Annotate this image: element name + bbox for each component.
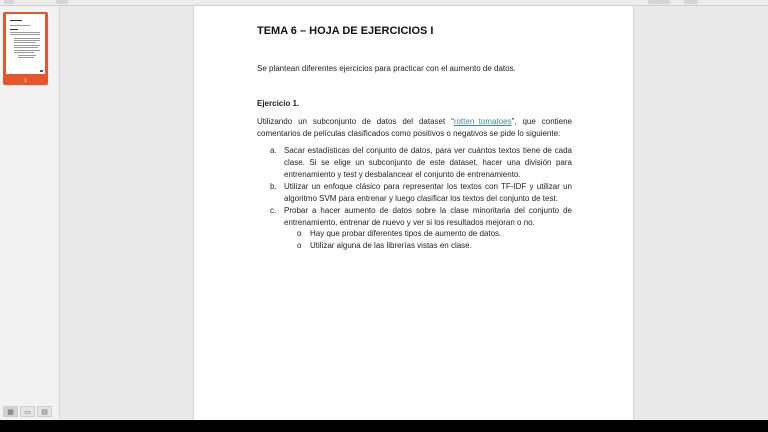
sublist-item: Utilizar alguna de las librerías vistas en clase.	[310, 241, 472, 250]
page-title: TEMA 6 – HOJA DE EJERCICIOS I	[257, 25, 434, 37]
list-marker: c.	[270, 206, 277, 215]
list-marker: b.	[270, 182, 277, 191]
toolbar-button[interactable]	[56, 0, 68, 4]
sublist-item: Hay que probar diferentes tipos de aumento de datos.	[310, 229, 502, 238]
sublist-marker: o	[297, 229, 302, 238]
outline-view-icon[interactable]: ▤	[37, 406, 52, 417]
list-item: Utilizar un enfoque clásico para representar los textos con TF-IDF y utilizar un algoritmo SVM para entrenar y luego clasificar los textos del conjunto de test.	[284, 182, 572, 203]
page-thumbnail-selected[interactable]	[3, 12, 48, 85]
sublist-marker: o	[297, 241, 302, 250]
toolbar-button[interactable]	[684, 0, 698, 4]
single-page-icon[interactable]: ▭	[20, 406, 35, 417]
document-page	[193, 6, 634, 420]
paragraph-text-before: Utilizando un subconjunto de datos del dataset “	[257, 117, 454, 126]
app-icon[interactable]	[4, 0, 14, 4]
page-thumbnail-preview	[6, 14, 45, 74]
exercise-title: Ejercicio 1.	[257, 99, 300, 108]
exercise-paragraph	[257, 116, 572, 140]
thumbnail-page-number: 1	[24, 78, 27, 84]
list-item: Sacar estadísticas del conjunto de datos, para ver cuántos textos tiene de cada clase. Si se elige un subconjunto de este dataset, hacer una división para entrenamiento y test y desbalancear el conjunto de entrenamiento.	[284, 146, 572, 179]
grid-view-icon[interactable]: ▦	[3, 406, 18, 417]
list-marker: a.	[270, 146, 277, 155]
view-mode-buttons	[3, 406, 52, 417]
intro-text: Se plantean diferentes ejercicios para practicar con el aumento de datos.	[257, 64, 516, 73]
dataset-link[interactable]: rotten_tomatoes	[453, 117, 512, 126]
thumbnail-sidebar	[0, 6, 60, 420]
list-item: Probar a hacer aumento de datos sobre la clase minoritaria del conjunto de entrenamiento, entrenar de nuevo y ver si los resultados mejoran o no.	[284, 206, 572, 227]
bottom-bar	[0, 420, 768, 432]
paragraph-text-after: ”, que contiene comentarios de películas clasificados como positivos o negativos se pide lo siguiente:	[257, 117, 572, 138]
zoom-control[interactable]	[648, 0, 670, 4]
